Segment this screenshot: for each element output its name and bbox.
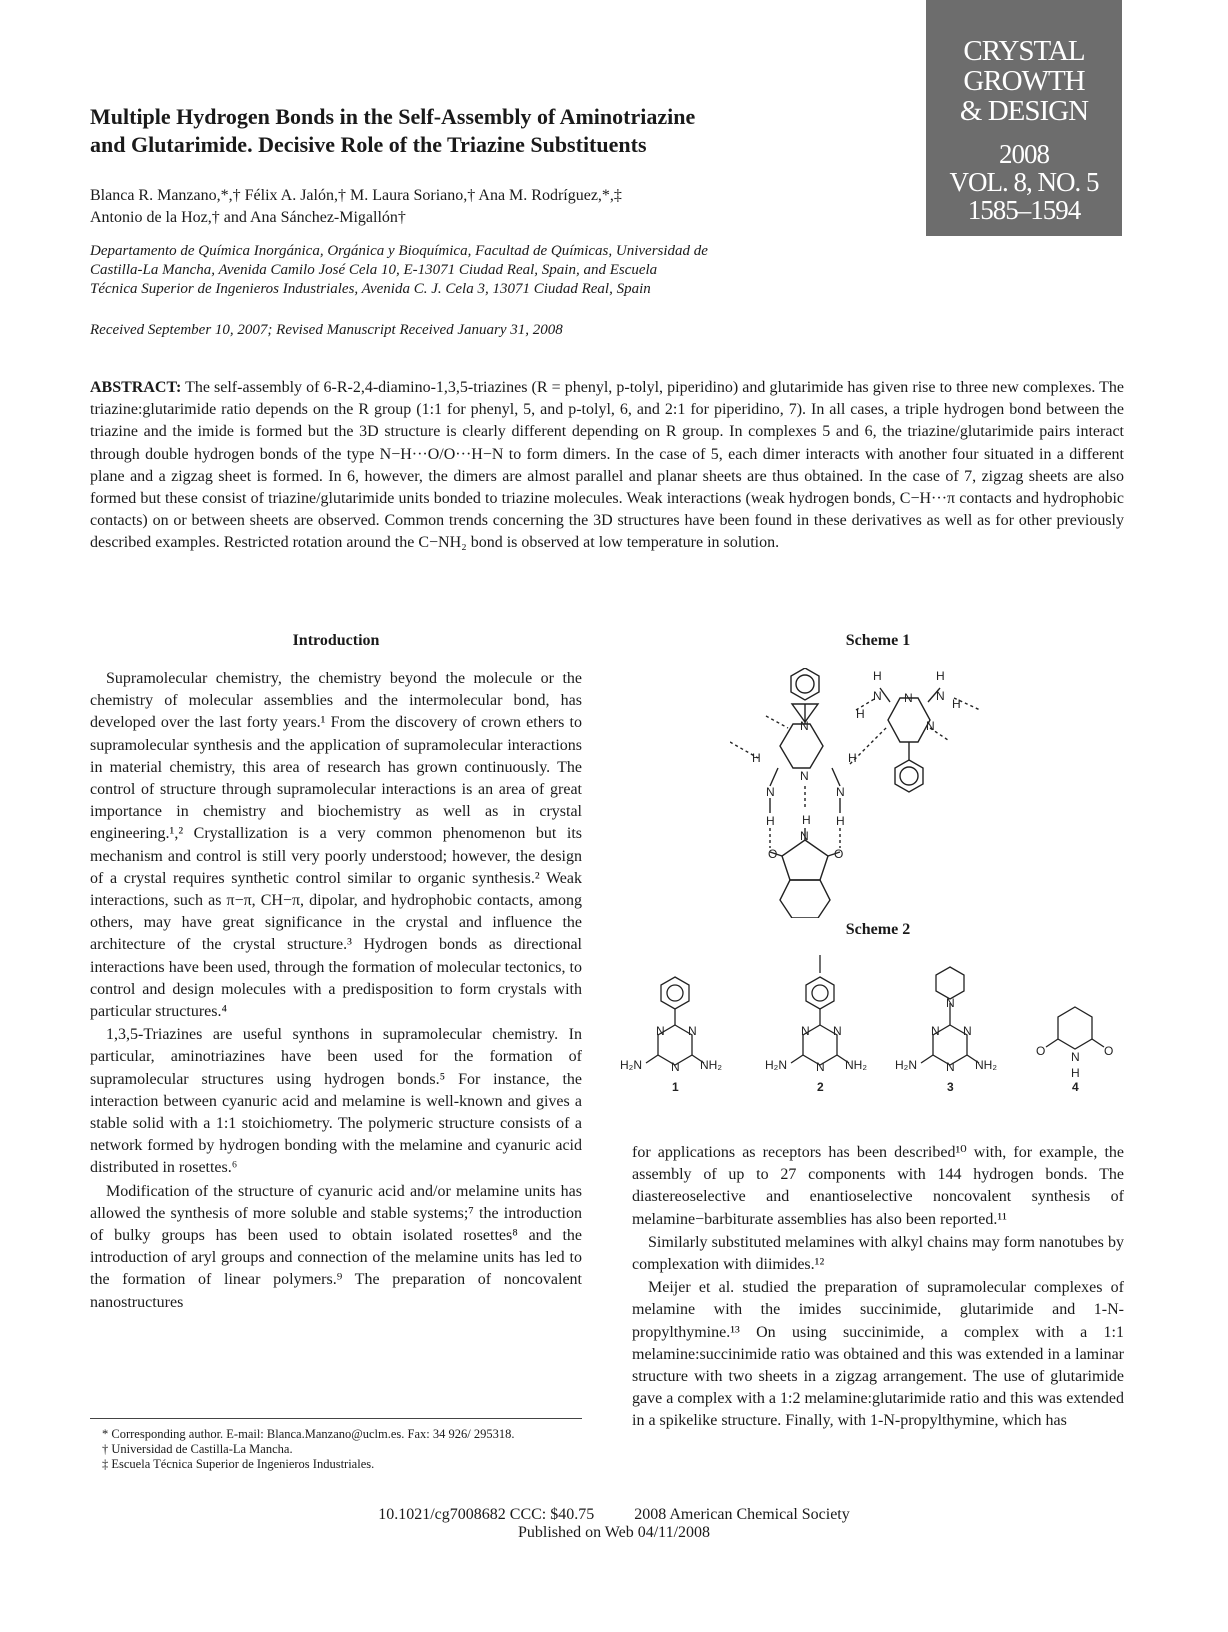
atom-label: N (936, 689, 945, 703)
atom-label: N (946, 1060, 955, 1074)
atom-label: H (802, 813, 811, 827)
atom-label: O (1104, 1044, 1114, 1058)
atom-label: O (1036, 1044, 1046, 1058)
abstract-label: ABSTRACT: (90, 379, 182, 396)
atom-label: N (946, 996, 955, 1010)
affiliation-line: Técnica Superior de Ingenieros Industriales, Avenida C. J. Cela 3, 13071 Ciudad Real, Spain (90, 281, 651, 297)
journal-name-line: & DESIGN (959, 95, 1089, 127)
atom-label: H (952, 697, 961, 711)
journal-pages: 1585–1594 (967, 195, 1081, 225)
footer-published: Published on Web 04/11/2008 (517, 1524, 711, 1541)
journal-year: 2008 (999, 139, 1049, 169)
atom-label: N (833, 1024, 842, 1038)
journal-name-line: GROWTH (963, 65, 1085, 97)
amine-label: NH₂ (975, 1058, 997, 1072)
aromatic-circle (900, 767, 918, 785)
imide-ring (782, 840, 828, 880)
atom-label: N (926, 719, 935, 733)
body-paragraph: Similarly substituted melamines with alkyl chains may form nanotubes by complexation with diimides.¹² (632, 1233, 1124, 1274)
atom-label: N (656, 1024, 665, 1038)
atom-label: N (800, 829, 809, 843)
footnote: † Universidad de Castilla-La Mancha. (102, 1442, 293, 1456)
intro-paragraph: Supramolecular chemistry, the chemistry beyond the molecule or the chemistry of molecular assemblies and the intermolecular bond, has developed over the last forty years.¹ From the discovery of crown ethers to supramolecular synthesis and the application of supramolecular interactions in material chemistry, this area of research has grown continuously. The control of structure through supramolecular interactions is an area of great importance in chemistry and biochemistry as well as in crystal engineering.¹,² Crystallization is a very common phenomenon but its mechanism and control is still very poorly understood; however, the design of a crystal requires synthetic control similar to organic synthesis.² Weak interactions, such as π−π, CH−π, dipolar, and hydrophobic contacts, among others, may have great significance in the crystal and influence the architecture of the crystal structure.³ Hydrogen bonds as directional interactions have been used, through the formation of molecular tectonics, to control and design molecules with a predisposition to form crystals with particular structures.⁴ (90, 670, 582, 1021)
author-list (90, 185, 850, 229)
intro-paragraph: 1,3,5-Triazines are useful synthons in supramolecular chemistry. In particular, aminotriazines have been used for the formation of supramolecular structures using hydrogen bonds.⁵ For instance, the interaction between cyanuric acid and melamine is well-known and gives a stable solid with a 1:1 stoichiometry. The polymeric structure consists of a network formed by hydrogen bonding with the melamine and cyanuric acid distributed in rosettes.⁶ (90, 1026, 582, 1177)
atom-label: N (800, 769, 809, 783)
atom-label: H (856, 707, 865, 721)
piperidine-ring (936, 967, 964, 999)
aromatic-circle (812, 985, 828, 1001)
atom-label: N (801, 1024, 810, 1038)
atom-label: O (834, 847, 844, 861)
amine-label: H₂N (895, 1058, 917, 1072)
title-line: and Glutarimide. Decisive Role of the Triazine Substituents (90, 132, 647, 157)
bond (921, 1055, 933, 1063)
glutarimide-ring (1058, 1007, 1092, 1049)
compound-number: 2 (817, 1080, 824, 1094)
affiliation-line: Castilla-La Mancha, Avenida Camilo José Cela 10, E-13071 Ciudad Real, Spain, and Escuela (90, 262, 658, 278)
article-title (90, 103, 890, 159)
atom-label: N (904, 691, 913, 705)
affiliation-line: Departamento de Química Inorgánica, Orgánica y Bioquímica, Facultad de Químicas, Universidad de (90, 243, 708, 259)
atom-label: H (836, 814, 845, 828)
bond (791, 1055, 803, 1063)
body-paragraph: Meijer et al. studied the preparation of supramolecular complexes of melamine with the imides succinimide, glutarimide and 1-N-propylthymine.¹³ On using succinimide, a complex with a 1:1 melamine:succinimide ratio was obtained and this was extended in a laminar structure with two sheets in a zigzag arrangement. The use of glutarimide gave a complex with a 1:2 melamine:glutarimide ratio and this was extended in a spikelike structure. Finally, with 1-N-propylthymine, which has (632, 1279, 1124, 1430)
page-footer (0, 1506, 1228, 1542)
authors-line: Blanca R. Manzano,*,† Félix A. Jalón,† M. Laura Soriano,† Ana M. Rodríguez,*,‡ (90, 187, 622, 204)
atom-label: H (1071, 1066, 1080, 1080)
journal-name-line: CRYSTAL (963, 35, 1085, 67)
scheme1-structure (730, 668, 1060, 918)
bond (1046, 1039, 1058, 1047)
atom-label: H (848, 751, 857, 765)
amine-label: H₂N (765, 1058, 787, 1072)
amine-label: NH₂ (700, 1058, 722, 1072)
atom-label: N (836, 785, 845, 799)
atom-label: N (766, 785, 775, 799)
atom-label: N (963, 1024, 972, 1038)
atom-label: N (1071, 1050, 1080, 1064)
bond (770, 768, 778, 786)
footer-copyright: 2008 American Chemical Society (634, 1506, 850, 1523)
amine-label: NH₂ (845, 1058, 867, 1072)
footnote: * Corresponding author. E-mail: Blanca.Manzano@uclm.es. Fax: 34 926/ 295318. (102, 1427, 515, 1441)
compound-number: 1 (672, 1080, 679, 1094)
scheme2-structures (620, 955, 1120, 1120)
received-dates: Received September 10, 2007; Revised Manuscript Received January 31, 2008 (90, 322, 563, 338)
affiliation (90, 242, 850, 299)
compound-number: 4 (1072, 1080, 1079, 1094)
authors-line: Antonio de la Hoz,† and Ana Sánchez-Migallón† (90, 209, 406, 226)
right-column (632, 1142, 1124, 1434)
atom-label: N (800, 719, 809, 733)
section-title-introduction: Introduction (292, 632, 380, 649)
compound-number: 3 (947, 1080, 954, 1094)
atom-label: H (752, 751, 761, 765)
atom-label: N (873, 689, 882, 703)
journal-badge (926, 0, 1122, 236)
bond (832, 768, 840, 786)
journal-volume: VOL. 8, NO. 5 (949, 167, 1099, 197)
left-phenyl-ring (791, 668, 819, 700)
footnote: ‡ Escuela Técnica Superior de Ingenieros Industriales. (102, 1457, 375, 1471)
left-column (90, 632, 582, 1315)
phenyl-ring (661, 977, 689, 1009)
scheme2-label: Scheme 2 (845, 921, 911, 938)
abstract (90, 377, 1124, 555)
atom-label: H (936, 669, 945, 683)
intro-paragraph: Modification of the structure of cyanuric acid and/or melamine units has allowed the synthesis of more soluble and stable systems;⁷ the introduction of bulky groups has been used to obtain isolated rosettes⁸ and the introduction of aryl groups and connection of the melamine units has led to the formation of linear polymers.⁹ The preparation of noncovalent nanostructures (90, 1182, 582, 1311)
aromatic-circle (667, 985, 683, 1001)
scheme1-label: Scheme 1 (845, 632, 911, 649)
footnotes (90, 1418, 582, 1472)
footer-doi: 10.1021/cg7008682 CCC: $40.75 (378, 1506, 595, 1523)
abstract-text: The self-assembly of 6-R-2,4-diamino-1,3,5-triazines (R = phenyl, p-tolyl, piperidino) and glutarimide has given rise to three new complexes. The triazine:glutarimide ratio depends on the R group (1:1 for phenyl, 5, and p-tolyl, 6, and 2:1 for piperidino, 7). In all cases, a triple hydrogen bond between the triazine and the imide is formed but the 3D structure is clearly different depending on R group. In complexes 5 and 6, the triazine/glutarimide pairs interact through double hydrogen bonds of the type N−H···O/O···H−N to form dimers. In the case of 5, each dimer interacts with another four situated in a different plane and a zigzag sheet is formed. In 6, however, the dimers are almost parallel and planar sheets are thus obtained. In the case of 7, zigzag sheets are also formed but these consist of triazine/glutarimide units bonded to triazine molecules. Weak interactions (weak hydrogen bonds, C−H···π contacts and hydrophobic contacts) on or between sheets are observed. Common trends concerning the 3D structures have been found in these derivatives as well as for other previously described examples. Restricted rotation around the C−NH₂ bond is observed at low temperature in solution. (90, 379, 1124, 552)
atom-label: N (931, 1024, 940, 1038)
atom-label: N (671, 1060, 680, 1074)
phenyl-ring (806, 977, 834, 1009)
atom-label: H (766, 814, 775, 828)
hbond (766, 716, 788, 728)
body-paragraph: for applications as receptors has been described¹⁰ with, for example, the assembly of up to 27 components with 144 hydrogen bonds. The diastereoselective and enantioselective noncovalent synthesis of melamine−barbiturate assemblies has also been reported.¹¹ (632, 1144, 1124, 1228)
title-line: Multiple Hydrogen Bonds in the Self-Assembly of Aminotriazine (90, 104, 696, 129)
atom-label: O (768, 847, 778, 861)
atom-label: N (688, 1024, 697, 1038)
bond (1092, 1039, 1104, 1047)
right-phenyl-ring (895, 760, 923, 792)
bond (646, 1055, 658, 1063)
aromatic-circle (796, 675, 814, 693)
benzo-ring (780, 880, 830, 918)
atom-label: H (873, 669, 882, 683)
atom-label: N (816, 1060, 825, 1074)
amine-label: H₂N (620, 1058, 642, 1072)
